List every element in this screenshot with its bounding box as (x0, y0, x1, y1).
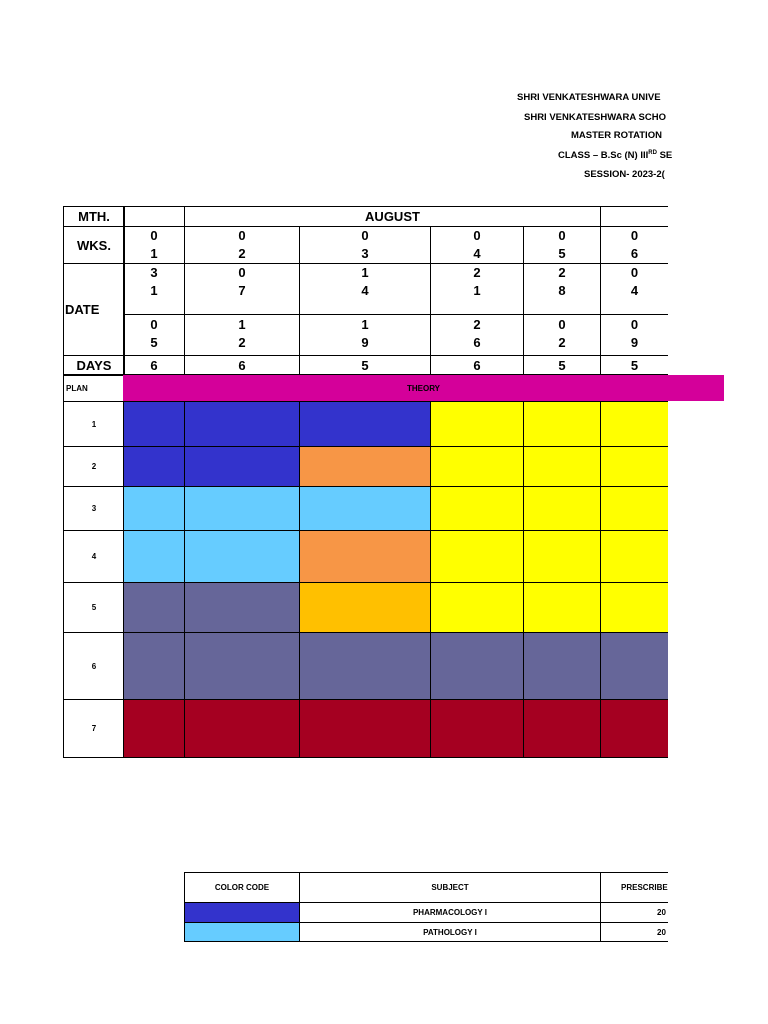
date-to-digit: 1 (238, 317, 246, 332)
legend-swatch (184, 902, 300, 923)
legend-subject (299, 902, 601, 923)
rotation-block-yellow (600, 486, 668, 531)
header-line-3: MASTER ROTATION (571, 130, 662, 141)
plan-label: PLAN (66, 384, 88, 393)
date-to-cell (123, 314, 185, 356)
header-line-4-tail: SE (656, 150, 673, 162)
week-cell (430, 226, 524, 264)
week-cell (299, 226, 431, 264)
days-label-cell (63, 355, 125, 375)
rotation-block-maroon (184, 699, 300, 758)
week-number-digit: 3 (361, 246, 369, 261)
rotation-block-yellow (430, 582, 524, 633)
week-number-digit: 0 (361, 228, 369, 243)
date-from-digit: 7 (238, 283, 246, 298)
group-number: 3 (91, 504, 97, 513)
date-to-cell (299, 314, 431, 356)
date-to-cell (523, 314, 601, 356)
legend-header-color-text: COLOR CODE (214, 883, 270, 892)
days-cell (184, 355, 300, 375)
rotation-block-pharmacology (123, 401, 185, 447)
month-august-cell (184, 206, 601, 227)
weeks-label-cell (63, 226, 125, 264)
rotation-block-orange (299, 446, 431, 487)
rotation-block-slate (184, 632, 300, 700)
days-cell (430, 355, 524, 375)
legend-header-prescribed (600, 872, 668, 903)
week-cell (123, 226, 185, 264)
plan-label-cell (63, 375, 124, 402)
days-cell (600, 355, 668, 375)
rotation-block-slate (299, 632, 431, 700)
week-number-digit: 0 (473, 228, 481, 243)
rotation-block-yellow (430, 401, 524, 447)
rotation-block-yellow (523, 530, 601, 583)
legend-prescribed-text: 20 (657, 927, 666, 937)
week-number-digit: 2 (238, 246, 246, 261)
date-to (361, 316, 368, 352)
rotation-block-yellow (430, 486, 524, 531)
group-number: 5 (91, 603, 97, 612)
legend-prescribed (600, 922, 668, 942)
rotation-block-yellow (600, 446, 668, 487)
legend-header-subject-text: SUBJECT (431, 883, 469, 892)
date-from (150, 264, 157, 300)
month-name: AUGUST (365, 209, 420, 224)
rotation-block-yellow (600, 401, 668, 447)
group-number-cell (63, 401, 125, 447)
month-label-cell (63, 206, 125, 227)
week-number-digit: 0 (150, 228, 158, 243)
week-number (150, 227, 157, 263)
date-from-digit: 2 (473, 265, 481, 280)
date-from-digit: 1 (473, 283, 481, 298)
week-number (558, 227, 565, 263)
date-to-digit: 0 (558, 317, 566, 332)
rotation-block-yellow (430, 446, 524, 487)
legend-prescribed-text: 20 (657, 908, 666, 917)
group-number-cell (63, 582, 125, 633)
rotation-block-maroon (523, 699, 601, 758)
date-to-cell (430, 314, 524, 356)
date-to-digit: 0 (630, 317, 639, 332)
week-number-digit: 0 (238, 228, 246, 243)
plan-theory-label: THEORY (406, 383, 441, 393)
date-to-digit: 2 (238, 335, 246, 350)
date-to (150, 316, 157, 352)
rotation-block-yellow (430, 530, 524, 583)
rotation-block-pharmacology (299, 401, 431, 447)
header-line-4-main: CLASS – B.Sc (N) III (558, 150, 649, 162)
legend-header-color (184, 872, 300, 903)
date-label-cell (63, 263, 125, 356)
date-label: DATE (65, 302, 100, 317)
days-value: 6 (238, 357, 246, 373)
date-from-digit: 8 (558, 283, 566, 298)
group-number: 7 (91, 724, 97, 733)
rotation-block-slate (430, 632, 524, 700)
date-from-digit: 1 (150, 283, 158, 298)
week-number (361, 227, 368, 263)
header-line-4 (558, 150, 672, 161)
rotation-block-maroon (430, 699, 524, 758)
legend-subject-text: PATHOLOGY I (423, 927, 477, 937)
week-number (473, 227, 480, 263)
date-from-cell (430, 263, 524, 315)
date-from (473, 264, 480, 300)
week-number-digit: 5 (558, 246, 566, 261)
date-to-digit: 5 (150, 335, 158, 350)
date-to-digit: 6 (473, 335, 481, 350)
week-number (631, 227, 638, 263)
week-number-digit: 4 (473, 246, 481, 261)
date-to-digit: 0 (150, 317, 158, 332)
legend-header-prescribed-text: PRESCRIBE (621, 883, 668, 892)
header-line-5: SESSION- 2023-2( (584, 169, 665, 180)
week-cell (523, 226, 601, 264)
date-from-digit: 4 (630, 283, 639, 298)
days-cell (299, 355, 431, 375)
week-cell (600, 226, 668, 264)
week-cell (184, 226, 300, 264)
week-number (238, 227, 245, 263)
rotation-block-slate (523, 632, 601, 700)
days-value: 5 (630, 357, 639, 373)
weeks-label: WKS. (77, 237, 111, 253)
days-value: 6 (150, 357, 158, 373)
group-number: 6 (91, 661, 97, 671)
date-from (631, 264, 638, 300)
rotation-block-pharmacology (123, 446, 185, 487)
group-number-cell (63, 632, 125, 700)
group-number-cell (63, 486, 125, 531)
rotation-block-yellow (600, 582, 668, 633)
rotation-block-pharmacology (184, 446, 300, 487)
date-to-digit: 9 (630, 335, 639, 350)
rotation-block-pathology (184, 486, 300, 531)
days-cell (123, 355, 185, 375)
rotation-block-pathology (184, 530, 300, 583)
date-to-digit: 2 (558, 335, 566, 350)
days-cell (523, 355, 601, 375)
week-number-digit: 0 (558, 228, 566, 243)
legend-subject (299, 922, 601, 942)
month-next-cell (600, 206, 668, 227)
legend-swatch (184, 922, 300, 942)
header-line-1: SHRI VENKATESHWARA UNIVE (517, 92, 661, 103)
plan-theory-bar (123, 375, 724, 401)
date-to-digit: 2 (473, 317, 481, 332)
date-to-digit: 1 (361, 317, 369, 332)
date-from (361, 264, 368, 300)
date-from-cell (299, 263, 431, 315)
rotation-block-slate (600, 632, 668, 700)
date-to (473, 316, 480, 352)
date-from-digit: 2 (558, 265, 566, 280)
header-line-4-sup: RD (648, 150, 657, 156)
date-to-cell (600, 314, 668, 356)
rotation-block-yellow (523, 446, 601, 487)
rotation-block-pathology (123, 530, 185, 583)
rotation-block-pathology (299, 486, 431, 531)
week-number-digit: 1 (150, 246, 158, 261)
date-from-cell (123, 263, 185, 315)
rotation-block-yellow (523, 486, 601, 531)
header-line-2: SHRI VENKATESHWARA SCHO (524, 112, 666, 123)
rotation-block-maroon (299, 699, 431, 758)
rotation-block-pathology (123, 486, 185, 531)
week-number-digit: 0 (630, 228, 639, 243)
days-value: 5 (361, 357, 369, 373)
legend-header-subject (299, 872, 601, 903)
date-from-cell (600, 263, 668, 315)
month-blank-cell (123, 206, 185, 227)
date-to-cell (184, 314, 300, 356)
date-from-cell (523, 263, 601, 315)
rotation-block-yellow (600, 530, 668, 583)
rotation-block-maroon (600, 699, 668, 758)
rotation-block-yellow (523, 582, 601, 633)
rotation-block-gold (299, 582, 431, 633)
rotation-block-yellow (523, 401, 601, 447)
month-label: MTH. (78, 209, 110, 224)
date-from-digit: 0 (238, 265, 246, 280)
date-from-digit: 4 (361, 283, 369, 298)
week-number-digit: 6 (630, 246, 639, 261)
date-from-digit: 1 (361, 265, 369, 280)
date-from (558, 264, 565, 300)
days-value: 6 (473, 357, 481, 373)
days-label: DAYS (76, 357, 112, 373)
days-value: 5 (558, 357, 566, 373)
date-to-digit: 9 (361, 335, 369, 350)
rotation-block-pharmacology (184, 401, 300, 447)
date-from-digit: 0 (630, 265, 639, 280)
date-from-digit: 3 (150, 265, 158, 280)
rotation-block-orange (299, 530, 431, 583)
group-number: 1 (91, 419, 97, 429)
group-number-cell (63, 699, 125, 758)
date-from-cell (184, 263, 300, 315)
group-number-cell (63, 446, 125, 487)
group-number-cell (63, 530, 125, 583)
rotation-block-slate (184, 582, 300, 633)
group-number: 2 (91, 462, 97, 471)
rotation-block-slate (123, 582, 185, 633)
rotation-block-maroon (123, 699, 185, 758)
legend-prescribed (600, 902, 668, 923)
date-to (631, 316, 638, 352)
group-number: 4 (91, 552, 97, 561)
date-to (558, 316, 565, 352)
date-to (238, 316, 245, 352)
legend-subject-text: PHARMACOLOGY I (412, 908, 488, 917)
rotation-block-slate (123, 632, 185, 700)
date-from (238, 264, 245, 300)
